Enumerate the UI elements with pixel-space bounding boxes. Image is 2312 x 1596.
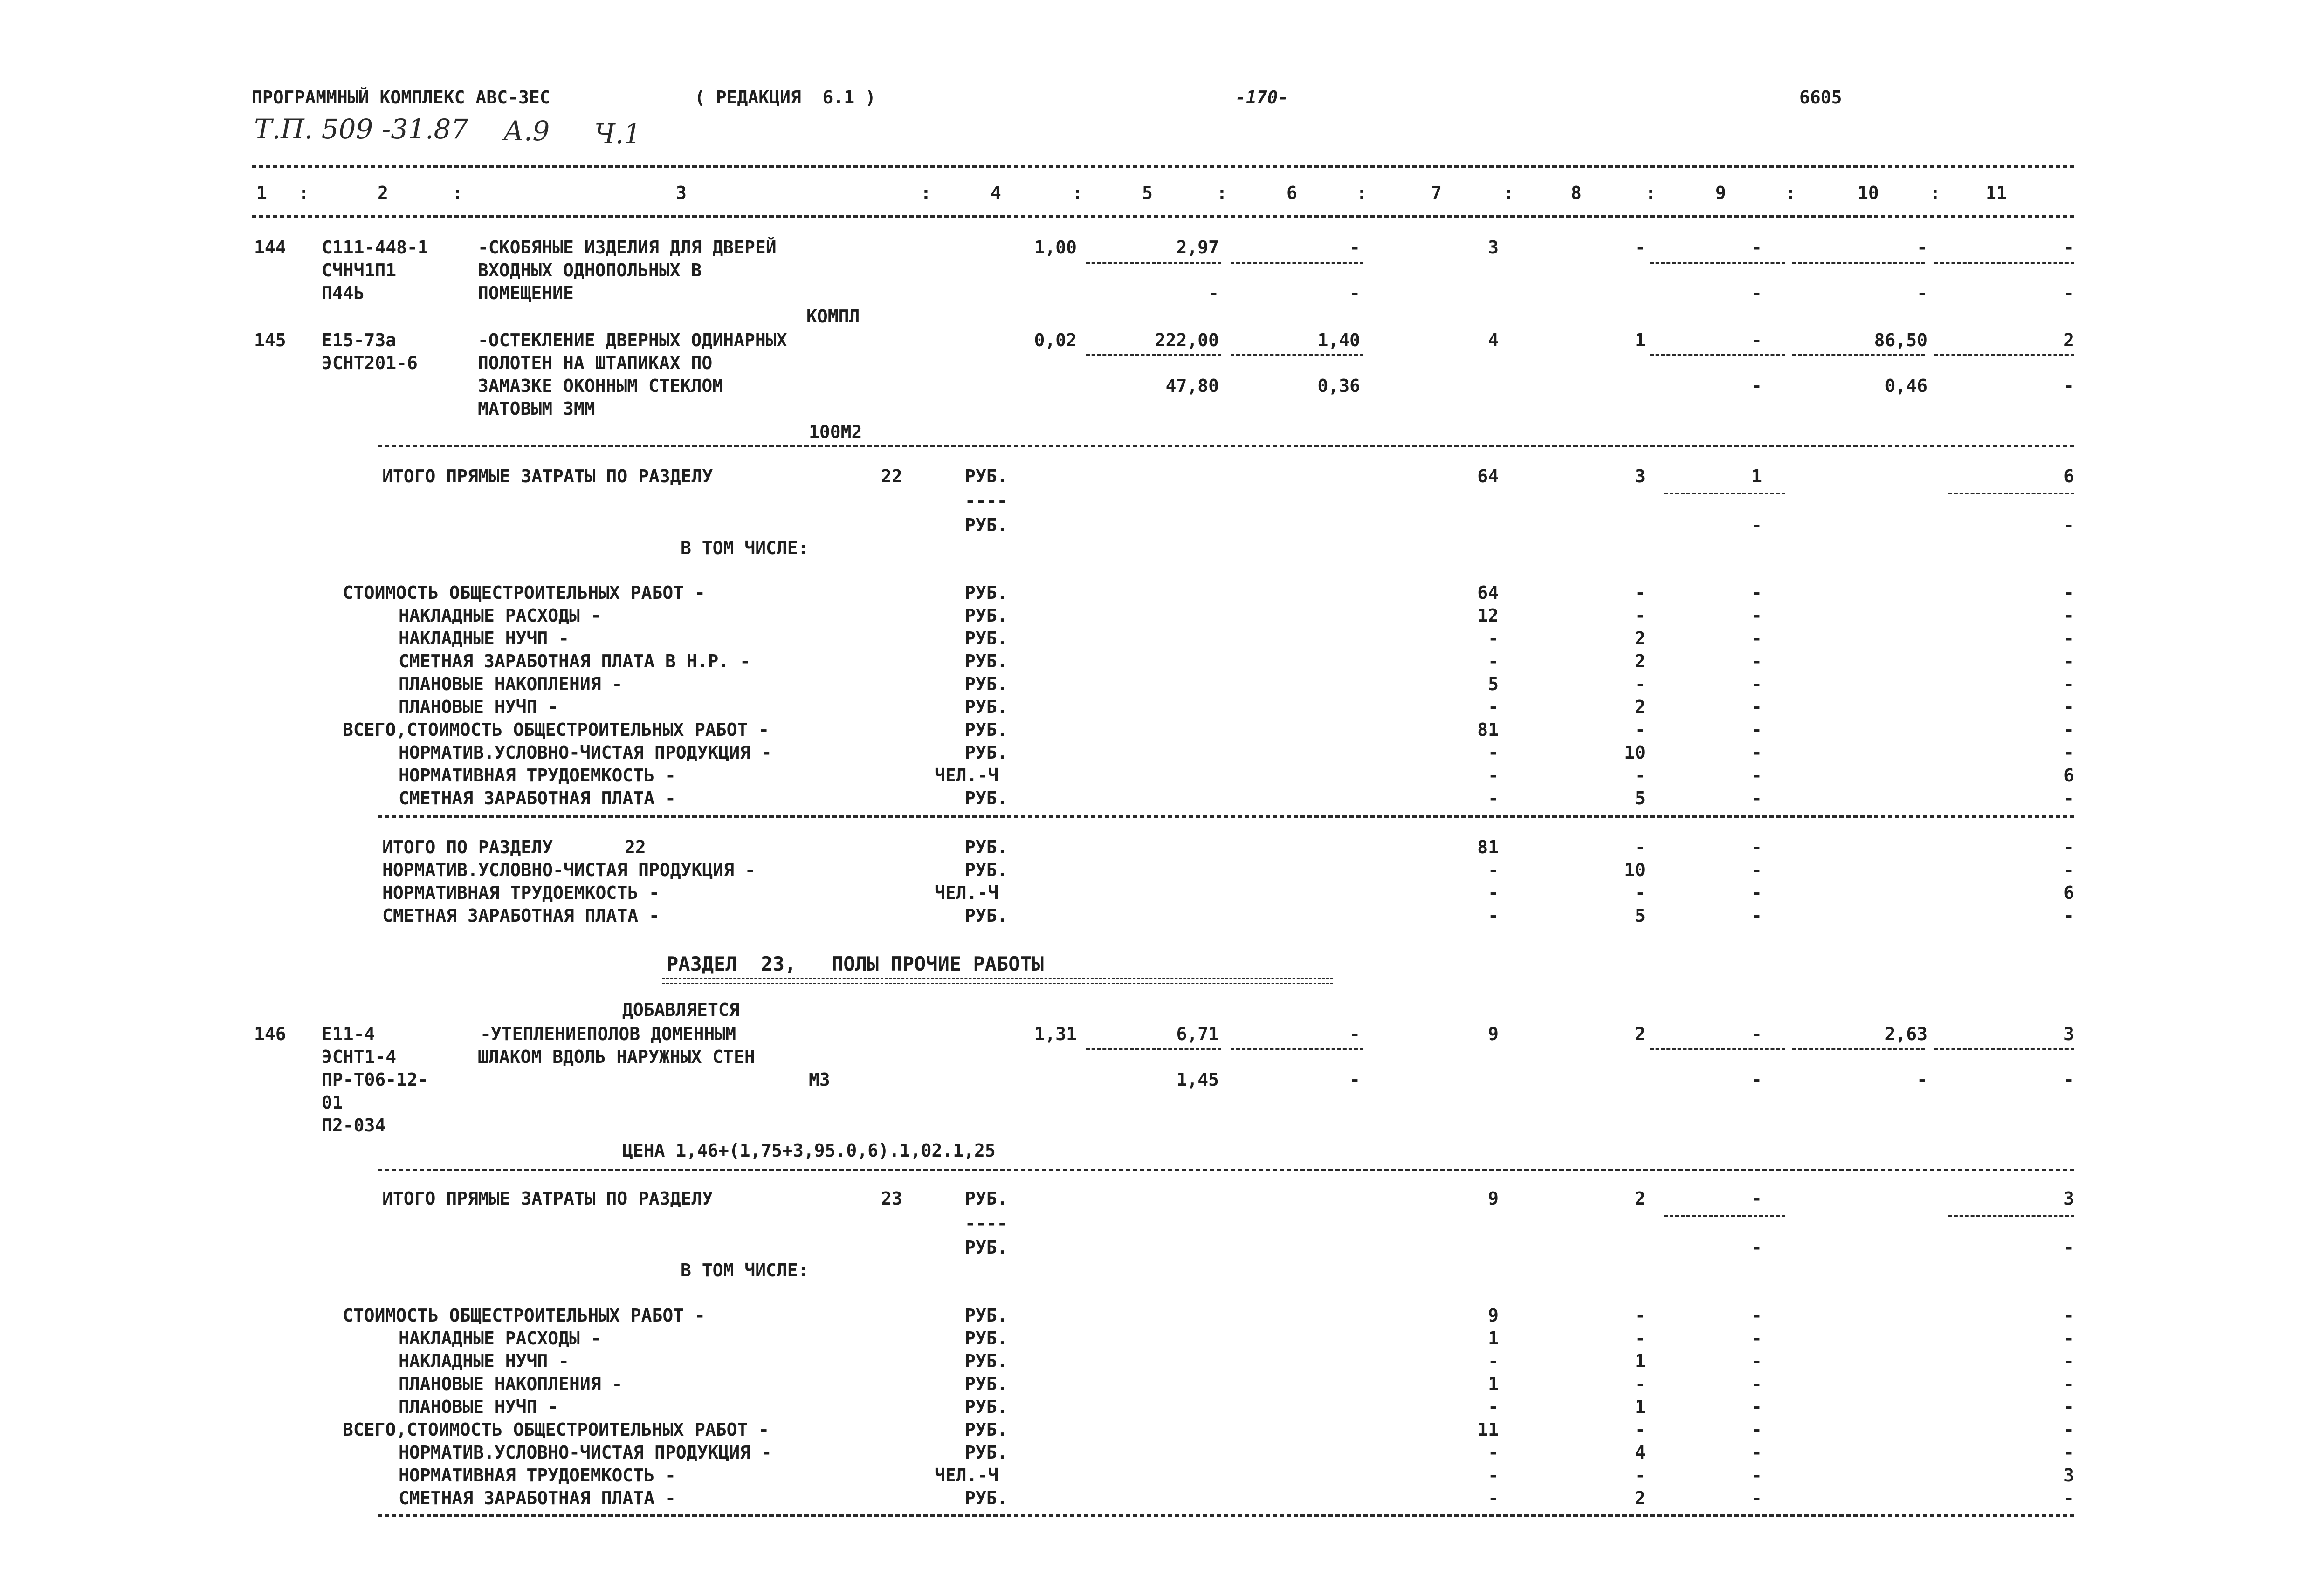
line-cell-s1: НАКЛАДНЫЕ НУЧП - <box>399 1351 570 1371</box>
line-cell-add: ДОБАВЛЯЕТСЯ <box>622 1000 740 1020</box>
line-cell-c9: - <box>1751 788 1762 808</box>
sub-rule <box>1792 1048 1925 1050</box>
line-cell-c5: 1,45 <box>1176 1069 1219 1090</box>
line-cell-c1: ЭСНТ1-4 <box>322 1047 397 1067</box>
line-cell-c1: ЭСНТ201-6 <box>322 353 418 373</box>
line-cell-c7: - <box>1488 860 1499 880</box>
line-cell-c7: - <box>1488 1351 1499 1371</box>
column-header-cell: : <box>452 183 463 203</box>
line-cell-c9: - <box>1751 860 1762 880</box>
line-cell-c10: - <box>1917 237 1927 258</box>
column-header-cell: : <box>921 183 931 203</box>
line-cell-c8: 2 <box>1635 1024 1645 1044</box>
line-cell-c8: 10 <box>1624 860 1645 880</box>
line-cell-c10: 86,50 <box>1874 330 1927 350</box>
line-cell-s1: НОРМАТИВНАЯ ТРУДОЕМКОСТЬ - <box>399 1465 676 1486</box>
line-cell-c7: 9 <box>1488 1024 1499 1044</box>
table-top-rule <box>252 165 2074 168</box>
sub-rule <box>1948 1215 2074 1217</box>
line-cell-c8: 2 <box>1635 628 1645 649</box>
section-22-summary-rule <box>378 815 2074 818</box>
line-cell-c11: - <box>2064 628 2074 649</box>
line-cell-c8: - <box>1635 1374 1645 1394</box>
sub-rule <box>1934 1048 2074 1050</box>
line-cell-uc: ЧЕЛ.-Ч <box>935 765 999 786</box>
line-cell-un: РУБ. <box>965 860 1008 880</box>
line-cell-c11: - <box>2064 1328 2074 1349</box>
line-cell-s0: СТОИМОСТЬ ОБЩЕСТРОИТЕЛЬНЫХ РАБОТ - <box>343 1305 705 1326</box>
line-cell-pr: ЦЕНА 1,46+(1,75+3,95.0,6).1,02.1,25 <box>622 1140 996 1161</box>
column-header-cell: 1 <box>256 183 267 203</box>
line-cell-un: РУБ. <box>965 905 1008 926</box>
line-cell-c7: 81 <box>1477 719 1499 740</box>
line-cell-c9: - <box>1751 905 1762 926</box>
handwritten-project-number: Т.П. 509 -31.87 <box>254 113 468 145</box>
line-cell-c7: - <box>1488 788 1499 808</box>
line-cell-c2: ПОЛОТЕН НА ШТАПИКАХ ПО <box>478 353 713 373</box>
line-cell-c8: - <box>1635 883 1645 903</box>
line-cell-c7: 5 <box>1488 674 1499 694</box>
line-cell-c8: 5 <box>1635 788 1645 808</box>
line-cell-uc: ЧЕЛ.-Ч <box>935 883 999 903</box>
column-header-cell: 5 <box>1142 183 1153 203</box>
line-cell-c9: - <box>1751 1351 1762 1371</box>
line-cell-c2: -ОСТЕКЛЕНИЕ ДВЕРНЫХ ОДИНАРНЫХ <box>478 330 787 350</box>
column-header-cell: 2 <box>378 183 388 203</box>
column-header-cell: 4 <box>991 183 1001 203</box>
line-cell-c7: - <box>1488 1397 1499 1417</box>
line-cell-c8: 1 <box>1635 330 1645 350</box>
line-cell-c6: - <box>1349 283 1360 303</box>
sub-rule <box>1086 1048 1221 1050</box>
line-cell-c11: - <box>2064 1397 2074 1417</box>
line-cell-un: РУБ. <box>965 719 1008 740</box>
line-cell-c8: - <box>1635 237 1645 258</box>
line-cell-c9: - <box>1751 1374 1762 1394</box>
line-cell-c9: - <box>1751 1305 1762 1326</box>
line-cell-c7: - <box>1488 765 1499 786</box>
line-cell-c9: - <box>1751 837 1762 857</box>
line-cell-c11: - <box>2064 788 2074 808</box>
line-cell-c8: 1 <box>1635 1397 1645 1417</box>
sub-rule <box>1650 354 1785 356</box>
line-cell-c8: - <box>1635 582 1645 603</box>
column-header-cell: : <box>1356 183 1367 203</box>
line-cell-t0: ИТОГО ПРЯМЫЕ ЗАТРАТЫ ПО РАЗДЕЛУ <box>382 466 713 486</box>
line-cell-c7: 11 <box>1477 1419 1499 1440</box>
line-cell-c8: - <box>1635 1328 1645 1349</box>
sub-rule <box>1792 354 1925 356</box>
line-cell-un: ---- <box>965 491 1008 511</box>
line-cell-c2: -СКОБЯНЫЕ ИЗДЕЛИЯ ДЛЯ ДВЕРЕЙ <box>478 237 777 258</box>
line-cell-s1: ПЛАНОВЫЕ НАКОПЛЕНИЯ - <box>399 1374 623 1394</box>
line-cell-c11: - <box>2064 1305 2074 1326</box>
line-cell-c2: ВХОДНЫХ ОДНОПОЛЬНЫХ В <box>478 260 702 281</box>
line-cell-un: РУБ. <box>965 466 1008 486</box>
sub-rule <box>1650 1048 1785 1050</box>
sub-rule <box>1934 262 2074 264</box>
line-cell-c11: - <box>2064 837 2074 857</box>
line-cell-s1: НОРМАТИВ.УСЛОВНО-ЧИСТАЯ ПРОДУКЦИЯ - <box>399 742 772 763</box>
sub-rule <box>1664 493 1785 494</box>
line-cell-un: РУБ. <box>965 1305 1008 1326</box>
line-cell-c11: - <box>2064 582 2074 603</box>
line-cell-c9: - <box>1751 582 1762 603</box>
line-cell-c9: - <box>1751 628 1762 649</box>
line-cell-c9: - <box>1751 1397 1762 1417</box>
column-header-cell: 11 <box>1986 183 2007 203</box>
section-23-total-rule <box>378 1169 2074 1171</box>
line-cell-c8: - <box>1635 837 1645 857</box>
line-cell-c6: 0,36 <box>1317 376 1360 396</box>
line-cell-c7: - <box>1488 697 1499 717</box>
line-cell-c11: 2 <box>2064 330 2074 350</box>
line-cell-c11: - <box>2064 1351 2074 1371</box>
line-cell-s1: СМЕТНАЯ ЗАРАБОТНАЯ ПЛАТА - <box>399 788 676 808</box>
line-cell-c11: - <box>2064 237 2074 258</box>
line-cell-c11: - <box>2064 742 2074 763</box>
line-cell-c9: - <box>1751 1328 1762 1349</box>
line-cell-c0: 144 <box>254 237 286 258</box>
line-cell-c4: 0,02 <box>1034 330 1077 350</box>
line-cell-c9: - <box>1751 765 1762 786</box>
line-cell-un: РУБ. <box>965 605 1008 626</box>
line-cell-c11: - <box>2064 376 2074 396</box>
line-cell-s1: НОРМАТИВНАЯ ТРУДОЕМКОСТЬ - <box>399 765 676 786</box>
column-header-cell: 8 <box>1571 183 1582 203</box>
line-cell-c9: - <box>1751 1188 1762 1209</box>
line-cell-c11: - <box>2064 860 2074 880</box>
line-cell-s1: ПЛАНОВЫЕ НУЧП - <box>399 697 559 717</box>
line-cell-c1: ПР-Т06-12- <box>322 1069 428 1090</box>
line-cell-s0: СТОИМОСТЬ ОБЩЕСТРОИТЕЛЬНЫХ РАБОТ - <box>343 582 705 603</box>
line-cell-s1: НАКЛАДНЫЕ НУЧП - <box>399 628 570 649</box>
line-cell-c11: - <box>2064 651 2074 671</box>
column-header-cell: : <box>298 183 309 203</box>
column-header-cell: 10 <box>1858 183 1879 203</box>
line-cell-c8: 2 <box>1635 651 1645 671</box>
line-cell-s0: ВСЕГО,СТОИМОСТЬ ОБЩЕСТРОИТЕЛЬНЫХ РАБОТ - <box>343 1419 770 1440</box>
line-cell-c10: - <box>1917 283 1927 303</box>
line-cell-c11: 6 <box>2064 466 2074 486</box>
line-cell-c8: 2 <box>1635 697 1645 717</box>
line-cell-c11: 3 <box>2064 1465 2074 1486</box>
line-cell-c11: - <box>2064 674 2074 694</box>
line-cell-s1: НАКЛАДНЫЕ РАСХОДЫ - <box>399 1328 601 1349</box>
line-cell-t0: НОРМАТИВНАЯ ТРУДОЕМКОСТЬ - <box>382 883 660 903</box>
line-cell-c6: - <box>1349 1069 1360 1090</box>
sub-rule <box>1086 354 1221 356</box>
sub-rule <box>1086 262 1221 264</box>
handwritten-part-number: Ч.1 <box>594 118 641 150</box>
line-cell-un: РУБ. <box>965 651 1008 671</box>
line-cell-c9: - <box>1751 237 1762 258</box>
line-cell-c9: - <box>1751 697 1762 717</box>
line-cell-c0: 146 <box>254 1024 286 1044</box>
line-cell-c11: - <box>2064 905 2074 926</box>
line-cell-un: РУБ. <box>965 674 1008 694</box>
line-cell-c8: - <box>1635 674 1645 694</box>
sub-rule <box>1231 354 1363 356</box>
sub-rule <box>1650 262 1785 264</box>
line-cell-c11: 3 <box>2064 1024 2074 1044</box>
line-cell-un: РУБ. <box>965 1442 1008 1463</box>
line-cell-c8: 10 <box>1624 742 1645 763</box>
line-cell-c8: 5 <box>1635 905 1645 926</box>
line-cell-c4: 1,00 <box>1034 237 1077 258</box>
line-cell-tn: 23 <box>881 1188 902 1209</box>
section-22-total-rule <box>378 445 2074 447</box>
line-cell-c6: - <box>1349 1024 1360 1044</box>
line-cell-c8: - <box>1635 605 1645 626</box>
line-cell-c11: - <box>2064 515 2074 535</box>
line-cell-c8: 1 <box>1635 1351 1645 1371</box>
line-cell-c9: 1 <box>1751 466 1762 486</box>
line-cell-u2: 100М2 <box>809 422 862 442</box>
line-cell-c9: - <box>1751 515 1762 535</box>
line-cell-c7: 81 <box>1477 837 1499 857</box>
line-cell-un: РУБ. <box>965 1188 1008 1209</box>
sub-rule <box>1792 262 1925 264</box>
line-cell-un: РУБ. <box>965 515 1008 535</box>
line-cell-c9: - <box>1751 1488 1762 1508</box>
line-cell-c11: 3 <box>2064 1188 2074 1209</box>
line-cell-c1: E11-4 <box>322 1024 375 1044</box>
line-cell-c8: 2 <box>1635 1188 1645 1209</box>
line-cell-c5: - <box>1208 283 1219 303</box>
column-header-cell: : <box>1785 183 1796 203</box>
page-number: -170- <box>1235 87 1289 108</box>
line-cell-c10: - <box>1917 1069 1927 1090</box>
line-cell-t0: СМЕТНАЯ ЗАРАБОТНАЯ ПЛАТА - <box>382 905 660 926</box>
line-cell-c7: 1 <box>1488 1328 1499 1349</box>
line-cell-un: РУБ. <box>965 697 1008 717</box>
program-title: ПРОГРАММНЫЙ КОМПЛЕКС АВС-3ЕС <box>252 87 550 108</box>
sub-rule <box>1231 262 1363 264</box>
line-cell-un: РУБ. <box>965 1419 1008 1440</box>
line-cell-un: РУБ. <box>965 1237 1008 1258</box>
line-cell-c7: 3 <box>1488 237 1499 258</box>
column-header-cell: 7 <box>1431 183 1442 203</box>
line-cell-s1: СМЕТНАЯ ЗАРАБОТНАЯ ПЛАТА - <box>399 1488 676 1508</box>
line-cell-c1: СЧНЧ1П1 <box>322 260 397 281</box>
line-cell-c9: - <box>1751 1465 1762 1486</box>
line-cell-c8: 3 <box>1635 466 1645 486</box>
line-cell-uc: ЧЕЛ.-Ч <box>935 1465 999 1486</box>
line-cell-t0: ИТОГО ПРЯМЫЕ ЗАТРАТЫ ПО РАЗДЕЛУ <box>382 1188 713 1209</box>
line-cell-un: ---- <box>965 1213 1008 1233</box>
line-cell-c1: 01 <box>322 1092 343 1113</box>
line-cell-c9: - <box>1751 674 1762 694</box>
line-cell-c11: - <box>2064 605 2074 626</box>
column-header-cell: : <box>1072 183 1083 203</box>
document-code: 6605 <box>1799 87 1842 108</box>
line-cell-c8: 2 <box>1635 1488 1645 1508</box>
line-cell-c9: - <box>1751 605 1762 626</box>
line-cell-c11: - <box>2064 1419 2074 1440</box>
line-cell-c5: 47,80 <box>1165 376 1219 396</box>
line-cell-c2: ЗАМАЗКЕ ОКОННЫМ СТЕКЛОМ <box>478 376 723 396</box>
line-cell-t0: ИТОГО ПО РАЗДЕЛУ <box>382 837 553 857</box>
column-header-cell: 6 <box>1287 183 1297 203</box>
column-header-cell: : <box>1503 183 1514 203</box>
line-cell-c8: 4 <box>1635 1442 1645 1463</box>
line-cell-un: РУБ. <box>965 1397 1008 1417</box>
line-cell-c10: 0,46 <box>1885 376 1927 396</box>
line-cell-c6: - <box>1349 237 1360 258</box>
line-cell-c8: - <box>1635 1465 1645 1486</box>
sub-rule <box>1934 354 2074 356</box>
line-cell-c5: 222,00 <box>1155 330 1219 350</box>
line-cell-c9: - <box>1751 651 1762 671</box>
line-cell-c1: C111-448-1 <box>322 237 428 258</box>
line-cell-c7: - <box>1488 883 1499 903</box>
line-cell-c1: П2-034 <box>322 1115 386 1136</box>
line-cell-c7: 9 <box>1488 1188 1499 1209</box>
line-cell-c7: - <box>1488 905 1499 926</box>
line-cell-un: РУБ. <box>965 582 1008 603</box>
line-cell-c7: - <box>1488 1442 1499 1463</box>
line-cell-c7: 4 <box>1488 330 1499 350</box>
column-header-cell: 9 <box>1715 183 1726 203</box>
line-cell-s1: СМЕТНАЯ ЗАРАБОТНАЯ ПЛАТА В Н.Р. - <box>399 651 750 671</box>
line-cell-c0: 145 <box>254 330 286 350</box>
line-cell-c2: ШЛАКОМ ВДОЛЬ НАРУЖНЫХ СТЕН <box>478 1047 755 1067</box>
line-cell-c11: 6 <box>2064 765 2074 786</box>
line-cell-c11: - <box>2064 1488 2074 1508</box>
line-cell-c6: 1,40 <box>1317 330 1360 350</box>
line-cell-c11: - <box>2064 283 2074 303</box>
line-cell-vt: В ТОМ ЧИСЛЕ: <box>681 1260 809 1281</box>
column-header-cell: : <box>1645 183 1656 203</box>
line-cell-c7: - <box>1488 1488 1499 1508</box>
line-cell-c4: 1,31 <box>1034 1024 1077 1044</box>
line-cell-un: РУБ. <box>965 628 1008 649</box>
line-cell-c9: - <box>1751 283 1762 303</box>
bottom-rule <box>378 1514 2074 1517</box>
line-cell-c8: - <box>1635 765 1645 786</box>
line-cell-s0: ВСЕГО,СТОИМОСТЬ ОБЩЕСТРОИТЕЛЬНЫХ РАБОТ - <box>343 719 770 740</box>
line-cell-c9: - <box>1751 1024 1762 1044</box>
line-cell-u3: М3 <box>809 1069 830 1090</box>
line-cell-tm: 22 <box>625 837 646 857</box>
line-cell-s1: НАКЛАДНЫЕ РАСХОДЫ - <box>399 605 601 626</box>
line-cell-c2: МАТОВЫМ 3ММ <box>478 398 595 419</box>
line-cell-c11: - <box>2064 697 2074 717</box>
section-23-title-underline <box>662 978 1333 984</box>
line-cell-un: РУБ. <box>965 1488 1008 1508</box>
column-header-cell: 3 <box>676 183 687 203</box>
handwritten-album-number: А.9 <box>503 115 550 147</box>
line-cell-c9: - <box>1751 330 1762 350</box>
line-cell-tn: 22 <box>881 466 902 486</box>
sub-rule <box>1231 1048 1363 1050</box>
line-cell-c7: 12 <box>1477 605 1499 626</box>
line-cell-c11: - <box>2064 719 2074 740</box>
line-cell-c8: - <box>1635 719 1645 740</box>
line-cell-c1: П44Ь <box>322 283 365 303</box>
line-cell-c2b: -УТЕПЛЕНИЕПОЛОВ ДОМЕННЫМ <box>480 1024 736 1044</box>
line-cell-un: РУБ. <box>965 837 1008 857</box>
line-cell-c11: - <box>2064 1442 2074 1463</box>
line-cell-c11: - <box>2064 1374 2074 1394</box>
line-cell-c7: - <box>1488 742 1499 763</box>
line-cell-un: РУБ. <box>965 788 1008 808</box>
line-cell-c11: - <box>2064 1237 2074 1258</box>
line-cell-un: РУБ. <box>965 1351 1008 1371</box>
column-header-rule <box>252 215 2074 218</box>
line-cell-s1: ПЛАНОВЫЕ НУЧП - <box>399 1397 559 1417</box>
line-cell-c11: 6 <box>2064 883 2074 903</box>
line-cell-c9: - <box>1751 742 1762 763</box>
sub-rule <box>1948 493 2074 494</box>
line-cell-s1: ПЛАНОВЫЕ НАКОПЛЕНИЯ - <box>399 674 623 694</box>
line-cell-c9: - <box>1751 1237 1762 1258</box>
line-cell-un: РУБ. <box>965 1374 1008 1394</box>
sub-rule <box>1664 1215 1785 1217</box>
line-cell-c7: - <box>1488 628 1499 649</box>
line-cell-c11: - <box>2064 1069 2074 1090</box>
column-header-cell: : <box>1217 183 1227 203</box>
line-cell-c7: - <box>1488 651 1499 671</box>
line-cell-sec: РАЗДЕЛ 23, ПОЛЫ ПРОЧИЕ РАБОТЫ <box>667 952 1044 975</box>
line-cell-c1: E15-73a <box>322 330 397 350</box>
line-cell-c7: - <box>1488 1465 1499 1486</box>
line-cell-c9: - <box>1751 1419 1762 1440</box>
line-cell-c7: 64 <box>1477 466 1499 486</box>
line-cell-t0: НОРМАТИВ.УСЛОВНО-ЧИСТАЯ ПРОДУКЦИЯ - <box>382 860 756 880</box>
line-cell-c8: - <box>1635 1419 1645 1440</box>
line-cell-u1: КОМПЛ <box>806 306 860 327</box>
line-cell-c9: - <box>1751 1442 1762 1463</box>
line-cell-c5: 2,97 <box>1176 237 1219 258</box>
line-cell-c9: - <box>1751 376 1762 396</box>
column-header-cell: : <box>1930 183 1940 203</box>
edition-label: ( РЕДАКЦИЯ 6.1 ) <box>695 87 876 108</box>
line-cell-c5: 6,71 <box>1176 1024 1219 1044</box>
line-cell-c9: - <box>1751 883 1762 903</box>
line-cell-c8: - <box>1635 1305 1645 1326</box>
line-cell-c7: 64 <box>1477 582 1499 603</box>
line-cell-c9: - <box>1751 1069 1762 1090</box>
line-cell-un: РУБ. <box>965 742 1008 763</box>
line-cell-c10: 2,63 <box>1885 1024 1927 1044</box>
line-cell-c7: 9 <box>1488 1305 1499 1326</box>
line-cell-c9: - <box>1751 719 1762 740</box>
line-cell-s1: НОРМАТИВ.УСЛОВНО-ЧИСТАЯ ПРОДУКЦИЯ - <box>399 1442 772 1463</box>
line-cell-vt: В ТОМ ЧИСЛЕ: <box>681 538 809 558</box>
line-cell-c7: 1 <box>1488 1374 1499 1394</box>
line-cell-c2: ПОМЕЩЕНИЕ <box>478 283 574 303</box>
line-cell-un: РУБ. <box>965 1328 1008 1349</box>
